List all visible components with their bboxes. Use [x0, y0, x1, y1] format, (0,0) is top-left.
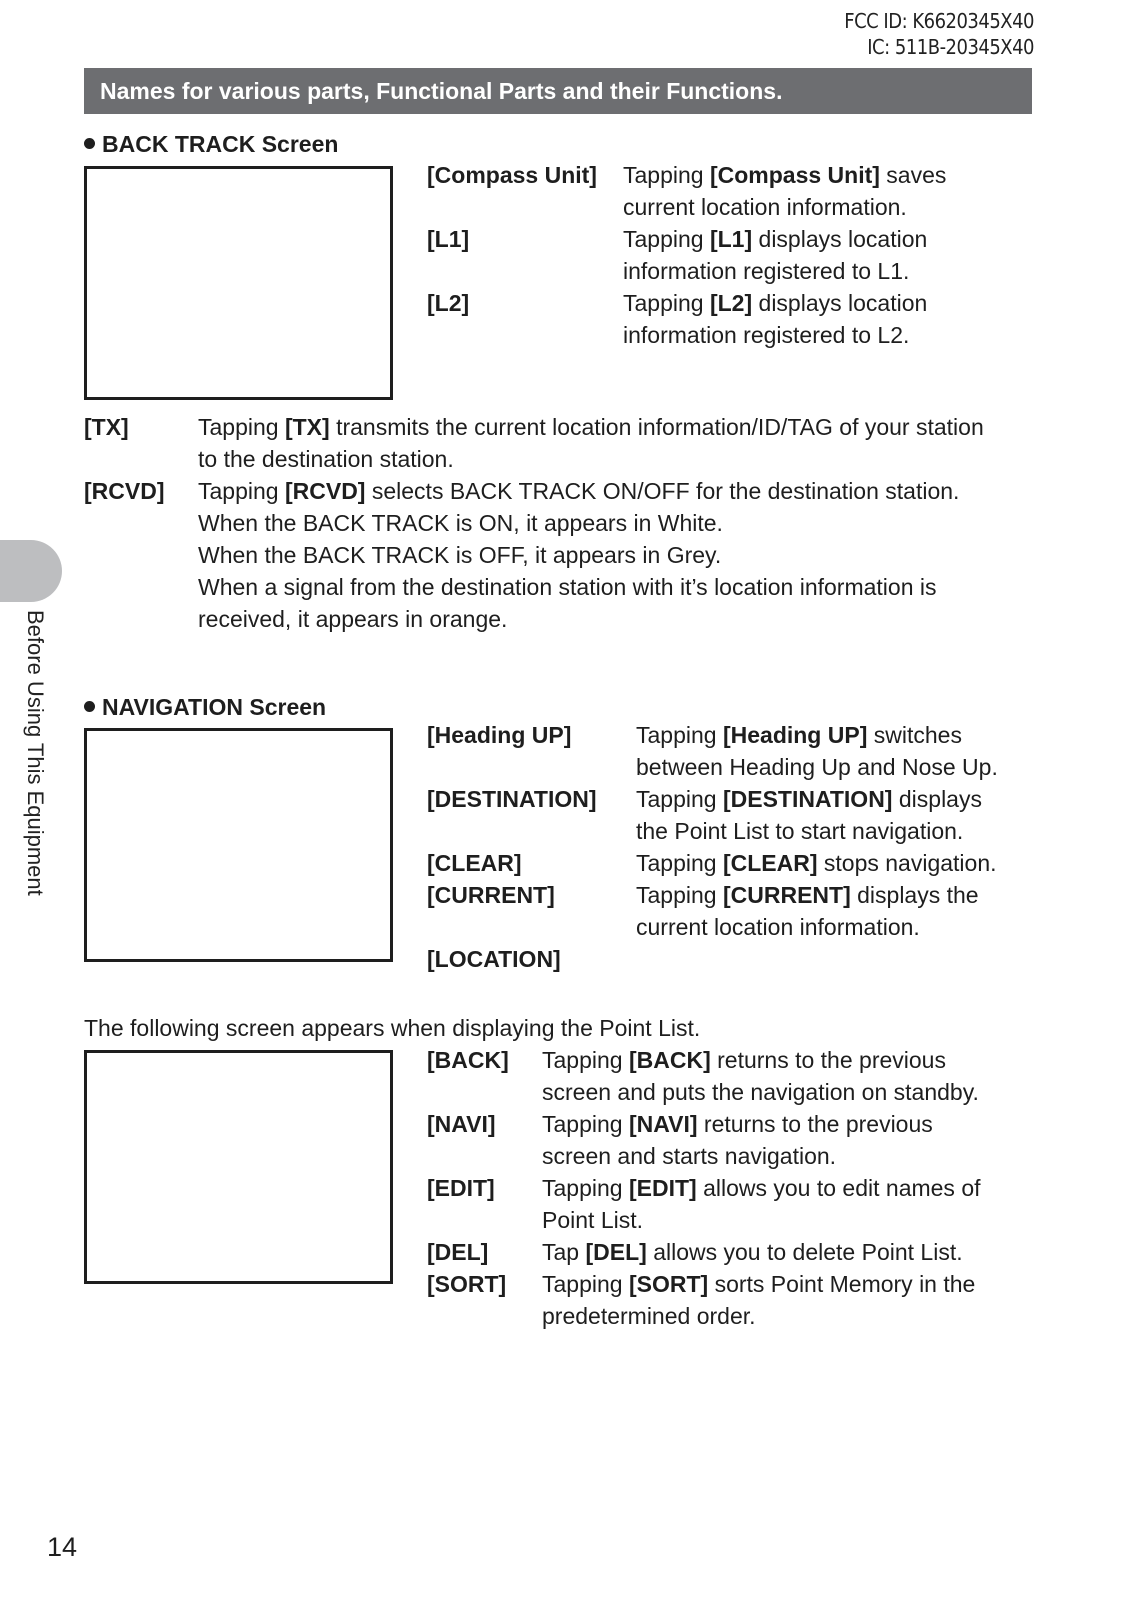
back-track-heading-text: BACK TRACK Screen — [102, 131, 339, 157]
item-key: [DESTINATION] — [427, 786, 597, 812]
item-key: [TX] — [84, 414, 129, 440]
point-list-screen-image — [84, 1050, 393, 1284]
bullet-icon — [84, 138, 95, 149]
back-track-heading — [84, 131, 338, 158]
item-desc: Tapping [Heading UP] switches — [636, 722, 962, 748]
item-desc-line: When a signal from the destination station with it’s location information is — [198, 574, 937, 600]
item-key: [RCVD] — [84, 478, 165, 504]
item-desc: Tapping [BACK] returns to the previous — [542, 1047, 946, 1073]
item-desc: Tapping [NAVI] returns to the previous — [542, 1111, 933, 1137]
item-desc: Tap [DEL] allows you to delete Point List. — [542, 1239, 963, 1265]
item-key: [DEL] — [427, 1239, 489, 1265]
item-key: [Heading UP] — [427, 722, 572, 748]
item-desc-line2: to the destination station. — [198, 446, 454, 472]
navigation-heading — [84, 694, 326, 721]
item-desc-line2: screen and starts navigation. — [542, 1143, 837, 1169]
navigation-screen-image — [84, 728, 393, 962]
navigation-heading-text: NAVIGATION Screen — [102, 694, 327, 720]
item-desc-line: When the BACK TRACK is OFF, it appears in Grey. — [198, 542, 722, 568]
item-desc: Tapping [TX] transmits the current location information/ID/TAG of your station — [198, 414, 984, 440]
item-desc: Tapping [CLEAR] stops navigation. — [636, 850, 997, 876]
item-key: [NAVI] — [427, 1111, 496, 1137]
back-track-screen-image — [84, 166, 393, 400]
item-desc: Tapping [Compass Unit] saves — [623, 162, 947, 188]
item-key: [LOCATION] — [427, 946, 561, 972]
item-desc-line2: screen and puts the navigation on standby. — [542, 1079, 979, 1105]
item-desc: Tapping [EDIT] allows you to edit names of — [542, 1175, 981, 1201]
bullet-icon — [84, 701, 95, 712]
item-key: [Compass Unit] — [427, 162, 597, 188]
item-desc: Tapping [L1] displays location — [623, 226, 928, 252]
side-tab-label-wrap — [20, 610, 52, 930]
item-key: [CURRENT] — [427, 882, 555, 908]
item-desc-line2: Point List. — [542, 1207, 643, 1233]
item-key: [L1] — [427, 226, 470, 252]
side-tab-label: Before Using This Equipment — [23, 610, 48, 896]
item-desc-line2: between Heading Up and Nose Up. — [636, 754, 998, 780]
item-desc-line: received, it appears in orange. — [198, 606, 508, 632]
section-band — [84, 68, 1032, 114]
item-desc: Tapping [RCVD] selects BACK TRACK ON/OFF for the destination station. — [198, 478, 960, 504]
item-key: [CLEAR] — [427, 850, 522, 876]
item-key: [BACK] — [427, 1047, 509, 1073]
fcc-header — [844, 8, 1034, 60]
item-key: [SORT] — [427, 1271, 507, 1297]
ic-id: IC: 511B-20345X40 — [867, 35, 1034, 59]
item-desc-line2: information registered to L1. — [623, 258, 910, 284]
page-number: 14 — [47, 1532, 78, 1562]
item-key: [EDIT] — [427, 1175, 495, 1201]
item-desc: Tapping [DESTINATION] displays — [636, 786, 982, 812]
item-desc-line2: the Point List to start navigation. — [636, 818, 964, 844]
item-desc-line2: current location information. — [623, 194, 907, 220]
item-desc-line: When the BACK TRACK is ON, it appears in White. — [198, 510, 723, 536]
item-desc: Tapping [L2] displays location — [623, 290, 928, 316]
fcc-id: FCC ID: K6620345X40 — [844, 9, 1034, 33]
item-desc-line2: information registered to L2. — [623, 322, 910, 348]
item-key: [L2] — [427, 290, 470, 316]
band-title: Names for various parts, Functional Parts and their Functions. — [100, 78, 783, 104]
point-list-intro: The following screen appears when displaying the Point List. — [84, 1015, 701, 1041]
item-desc: Tapping [CURRENT] displays the — [636, 882, 979, 908]
item-desc-line2: predetermined order. — [542, 1303, 756, 1329]
item-desc-line2: current location information. — [636, 914, 920, 940]
item-desc: Tapping [SORT] sorts Point Memory in the — [542, 1271, 976, 1297]
side-tab — [0, 540, 62, 602]
